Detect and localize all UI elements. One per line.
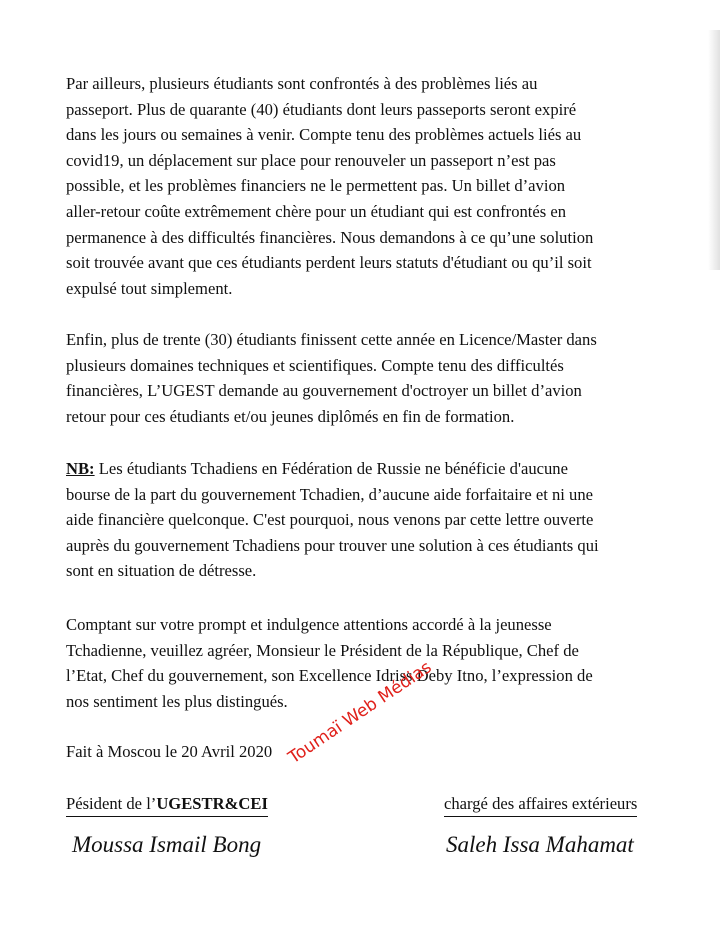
text-line: l’Etat, Chef du gouvernement, son Excellence Idriss Deby Itno, l’expression de [66,666,593,686]
text-line: aller-retour coûte extrêmement chère pour un étudiant qui est confrontés en [66,201,567,221]
text-line: financières, L’UGEST demande au gouvernement d'octroyer un billet d’avion [66,381,582,401]
text-line: Comptant sur votre prompt et indulgence attentions accordé à la jeunesse [66,615,552,634]
text-line: Tchadienne, veuillez agréer, Monsieur le Président de la République, Chef de [66,640,579,660]
text-line: bourse de la part du gouvernement Tchadien, d’aucune aide forfaitaire et ni une [66,484,594,504]
text-line: soit trouvée avant que ces étudiants perdent leurs statuts d'étudiant ou qu’il soit [66,253,592,273]
paragraph-passports [66,71,666,301]
signatory-right-title: chargé des affaires extérieurs [444,791,637,817]
signatory-left-title [66,791,268,817]
nb-label: NB: [66,459,95,478]
signatory-right-name: Saleh Issa Mahamat [446,832,634,857]
text-line: auprès du gouvernement Tchadiens pour trouver une solution à ces étudiants qui [66,535,599,555]
text-line: Enfin, plus de trente (30) étudiants finissent cette année en Licence/Master dans [66,330,597,349]
text-line: nos sentiment les plus distingués. [66,691,288,711]
paragraph-nb [66,456,666,584]
text-line: permanence à des difficultés financières. Nous demandons à ce qu’une solution [66,227,594,247]
text-line: Par ailleurs, plusieurs étudiants sont confrontés à des problèmes liés au [66,74,538,93]
text-line: expulsé tout simplement. [66,278,233,298]
text-line: passeport. Plus de quarante (40) étudiants dont leurs passeports seront expiré [66,99,577,119]
signatory-left-title-prefix: Pésident de l’ [66,794,157,813]
paragraph-graduates [66,327,666,429]
text-line: plusieurs domaines techniques et scientifiques. Compte tenu des difficultés [66,355,564,375]
text-line: retour pour ces étudiants et/ou jeunes diplômés en fin de formation. [66,406,515,426]
signatory-left-title-org: UGESTR&CEI [156,794,268,813]
watermark: Toumaï Web Médias [284,657,436,768]
page-edge-shadow [708,30,720,270]
text-line: sont en situation de détresse. [66,561,257,581]
nb-first-line-text: Les étudiants Tchadiens en Fédération de Russie ne bénéficie d'aucune [94,459,568,478]
text-line: aide financière quelconque. C'est pourquoi, nous venons par cette lettre ouverte [66,510,594,530]
dateline: Fait à Moscou le 20 Avril 2020 [66,742,273,761]
nb-first-line [66,456,666,482]
text-line: possible, et les problèmes financiers ne le permettent pas. Un billet d’avion [66,176,566,196]
signatory-left-name: Moussa Ismail Bong [72,832,262,857]
text-line: covid19, un déplacement sur place pour renouveler un passeport n’est pas [66,150,556,170]
text-line: dans les jours ou semaines à venir. Compte tenu des problèmes actuels liés au [66,125,582,145]
